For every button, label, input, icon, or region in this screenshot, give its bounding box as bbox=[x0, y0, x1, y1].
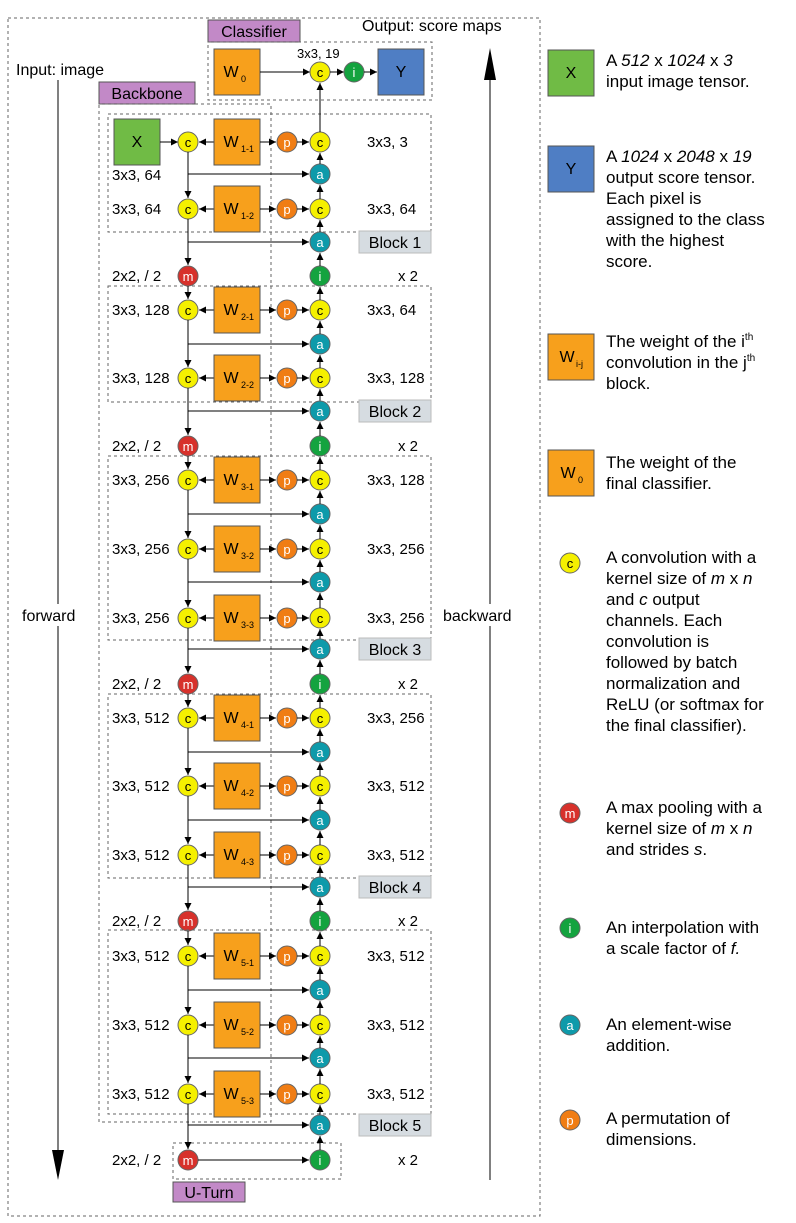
legend-a-line2: addition. bbox=[606, 1036, 671, 1055]
b3-add-block-letter: a bbox=[316, 642, 324, 657]
forward-arrow-head bbox=[52, 1150, 64, 1180]
block5-label: Block 5 bbox=[368, 1118, 422, 1135]
b2c2-rconv bbox=[310, 368, 330, 388]
input-label: Input: image bbox=[16, 62, 105, 79]
b5c3-perm bbox=[277, 1084, 297, 1104]
legend-c-line2: kernel size of m x n bbox=[606, 569, 753, 588]
b3c3-rconv-letter: c bbox=[316, 611, 324, 626]
b5c1-weight bbox=[214, 933, 260, 979]
b1c1-conv-letter: c bbox=[184, 135, 192, 150]
legend bbox=[548, 50, 765, 1149]
b4-add-block bbox=[310, 877, 330, 897]
b3c3-rconv bbox=[310, 608, 330, 628]
legend-conv-icon bbox=[560, 553, 580, 573]
b1c1-conv bbox=[178, 132, 198, 152]
b5-interp bbox=[310, 911, 330, 931]
legend-interp-icon-letter: i bbox=[568, 921, 572, 936]
b2c2-weight-main: W bbox=[223, 370, 239, 387]
b4c2-right-label: 3x3, 512 bbox=[367, 778, 425, 795]
b4c2-rconv bbox=[310, 776, 330, 796]
b3c3-weight-main: W bbox=[223, 610, 239, 627]
b4c1-weight-sub: 4-1 bbox=[241, 720, 255, 730]
b1c2-perm bbox=[277, 199, 297, 219]
b3c3-left-label: 3x3, 256 bbox=[112, 610, 170, 627]
b5-add2-letter: a bbox=[316, 1051, 324, 1066]
b1-add1 bbox=[310, 164, 330, 184]
uturn-pool-label: 2x2, / 2 bbox=[112, 1152, 162, 1169]
b3c3-perm bbox=[277, 608, 297, 628]
b2c1-weight bbox=[214, 287, 260, 333]
legend-i-line1: An interpolation with bbox=[606, 918, 760, 937]
b5c1-right-label: 3x3, 512 bbox=[367, 948, 425, 965]
b5c1-rconv-letter: c bbox=[316, 949, 324, 964]
b2-add-block bbox=[310, 401, 330, 421]
b3c1-left-label: 3x3, 256 bbox=[112, 472, 170, 489]
forward-label: forward bbox=[22, 608, 76, 625]
b2-add1-letter: a bbox=[316, 337, 324, 352]
b5c3-weight-sub: 5-3 bbox=[241, 1096, 255, 1106]
b2c1-left-label: 3x3, 128 bbox=[112, 302, 170, 319]
legend-c-line3: and c output bbox=[606, 590, 700, 609]
b5c3-weight-main: W bbox=[223, 1086, 239, 1103]
legend-c-line6: followed by batch bbox=[606, 653, 738, 672]
b3c1-weight bbox=[214, 457, 260, 503]
b3-interp-label: x 2 bbox=[398, 438, 419, 455]
b5-interp-label: x 2 bbox=[398, 913, 419, 930]
b2c2-perm bbox=[277, 368, 297, 388]
b1c1-weight-sub: 1-1 bbox=[241, 144, 255, 154]
b2c2-weight-sub: 2-2 bbox=[241, 380, 255, 390]
legend-wij-line2: convolution in the $j^{th}$ bbox=[606, 353, 756, 372]
legend-w0-line2: final classifier. bbox=[606, 474, 712, 493]
uturn-label: U-Turn bbox=[184, 1185, 234, 1202]
b1c1-right-label: 3x3, 3 bbox=[367, 134, 408, 151]
b2c1-weight-sub: 2-1 bbox=[241, 312, 255, 322]
b3-add2 bbox=[310, 572, 330, 592]
b2c1-weight-main: W bbox=[223, 302, 239, 319]
b4c3-rconv bbox=[310, 845, 330, 865]
b4c3-perm bbox=[277, 845, 297, 865]
b4c1-weight-main: W bbox=[223, 710, 239, 727]
b3c2-rconv bbox=[310, 539, 330, 559]
uturn-interp bbox=[310, 1150, 330, 1170]
b4-add-block-letter: a bbox=[316, 880, 324, 895]
b3-interp bbox=[310, 436, 330, 456]
uturn-pool bbox=[178, 1150, 198, 1170]
b3c3-weight bbox=[214, 595, 260, 641]
b3c1-conv-letter: c bbox=[184, 473, 192, 488]
b3-add1 bbox=[310, 504, 330, 524]
b3-add2-letter: a bbox=[316, 575, 324, 590]
uturn-pool-letter: m bbox=[182, 1153, 194, 1168]
legend-y-line5: with the highest bbox=[606, 231, 725, 250]
legend-circles bbox=[560, 553, 580, 1130]
legend-y-line4: assigned to the class bbox=[606, 210, 765, 229]
b4c2-weight bbox=[214, 763, 260, 809]
b3c3-conv bbox=[178, 608, 198, 628]
b5c1-rconv bbox=[310, 946, 330, 966]
b5c3-rconv bbox=[310, 1084, 330, 1104]
b2c2-weight bbox=[214, 355, 260, 401]
b4-add1 bbox=[310, 742, 330, 762]
b1c2-right-label: 3x3, 64 bbox=[367, 201, 417, 218]
legend-w0-sub: 0 bbox=[578, 475, 584, 485]
b4c3-perm-letter: p bbox=[283, 848, 291, 863]
legend-y-line6: score. bbox=[606, 252, 653, 271]
b2c2-conv-letter: c bbox=[184, 371, 192, 386]
b3c3-conv-letter: c bbox=[184, 611, 192, 626]
legend-wij-main: W bbox=[559, 349, 575, 366]
b4c3-conv bbox=[178, 845, 198, 865]
b1c1-weight-main: W bbox=[223, 134, 239, 151]
backward-arrow-head bbox=[484, 48, 496, 80]
legend-p-line2: dimensions. bbox=[606, 1130, 697, 1149]
b2c1-rconv bbox=[310, 300, 330, 320]
legend-w0-main: W bbox=[560, 465, 576, 482]
legend-c-line7: normalization and bbox=[606, 674, 741, 693]
block1-label: Block 1 bbox=[368, 235, 422, 252]
b3c1-right-label: 3x3, 128 bbox=[367, 472, 425, 489]
classifier-weight-main: W bbox=[223, 64, 239, 81]
b5c1-conv-letter: c bbox=[184, 949, 192, 964]
b4c3-weight-sub: 4-3 bbox=[241, 857, 255, 867]
b3c3-weight-sub: 3-3 bbox=[241, 620, 255, 630]
b4c1-right-label: 3x3, 256 bbox=[367, 710, 425, 727]
b4c3-weight bbox=[214, 832, 260, 878]
b1-add-block bbox=[310, 232, 330, 252]
b3c2-perm-letter: p bbox=[283, 542, 291, 557]
b2c1-conv bbox=[178, 300, 198, 320]
b5-pool bbox=[178, 911, 198, 931]
b3-add-block bbox=[310, 639, 330, 659]
b4c1-left-label: 3x3, 512 bbox=[112, 710, 170, 727]
legend-m-line2: kernel size of m x n bbox=[606, 819, 753, 838]
b4c1-conv bbox=[178, 708, 198, 728]
legend-c-line1: A convolution with a bbox=[606, 548, 757, 567]
b4c1-rconv-letter: c bbox=[316, 711, 324, 726]
b1c1-rconv bbox=[310, 132, 330, 152]
legend-perm-icon-letter: p bbox=[566, 1113, 574, 1128]
b3c1-rconv bbox=[310, 470, 330, 490]
b2c2-conv bbox=[178, 368, 198, 388]
b4c1-conv-letter: c bbox=[184, 711, 192, 726]
b5c1-weight-main: W bbox=[223, 948, 239, 965]
backbone-label: Backbone bbox=[111, 86, 183, 103]
legend-p-line1: A permutation of bbox=[606, 1109, 730, 1128]
b2c2-left-label: 3x3, 128 bbox=[112, 370, 170, 387]
b4-pool-label: 2x2, / 2 bbox=[112, 676, 162, 693]
legend-wij-sub: i-j bbox=[576, 359, 583, 369]
b4-pool-letter: m bbox=[182, 677, 194, 692]
legend-c-line5: convolution is bbox=[606, 632, 710, 651]
classifier-conv bbox=[310, 62, 330, 82]
flow-layer bbox=[108, 46, 431, 1170]
b3-interp-letter: i bbox=[318, 439, 322, 454]
b3c1-conv bbox=[178, 470, 198, 490]
b2c1-right-label: 3x3, 64 bbox=[367, 302, 417, 319]
b1c1-perm bbox=[277, 132, 297, 152]
b2-interp bbox=[310, 266, 330, 286]
classifier-conv-letter: c bbox=[316, 65, 324, 80]
legend-wij-line3: block. bbox=[606, 374, 651, 393]
b4c2-conv bbox=[178, 776, 198, 796]
b5c1-perm-letter: p bbox=[283, 949, 291, 964]
b5c2-weight-main: W bbox=[223, 1017, 239, 1034]
b4c2-perm-letter: p bbox=[283, 779, 291, 794]
b5c2-rconv bbox=[310, 1015, 330, 1035]
b3c2-weight-sub: 3-2 bbox=[241, 551, 255, 561]
b2-pool bbox=[178, 266, 198, 286]
b2c2-perm-letter: p bbox=[283, 371, 291, 386]
b1-add-block-letter: a bbox=[316, 235, 324, 250]
b3c2-right-label: 3x3, 256 bbox=[367, 541, 425, 558]
b4c1-perm bbox=[277, 708, 297, 728]
b5c2-conv bbox=[178, 1015, 198, 1035]
block2-label: Block 2 bbox=[368, 404, 422, 421]
b5c2-left-label: 3x3, 512 bbox=[112, 1017, 170, 1034]
b4-interp-letter: i bbox=[318, 677, 322, 692]
classifier-conv-label: 3x3, 19 bbox=[297, 46, 340, 61]
classifier-interp-letter: i bbox=[352, 65, 356, 80]
b1c1-rconv-letter: c bbox=[316, 135, 324, 150]
b1-add1-letter: a bbox=[316, 167, 324, 182]
block3-label: Block 3 bbox=[368, 642, 422, 659]
b3-pool-label: 2x2, / 2 bbox=[112, 438, 162, 455]
classifier-label: Classifier bbox=[221, 24, 287, 41]
b3c1-perm bbox=[277, 470, 297, 490]
classifier-weight bbox=[214, 49, 260, 95]
b3c1-perm-letter: p bbox=[283, 473, 291, 488]
uturn-interp-label: x 2 bbox=[398, 1152, 419, 1169]
b4-add1-letter: a bbox=[316, 745, 324, 760]
b1c2-rconv-letter: c bbox=[316, 202, 324, 217]
b3c2-weight-main: W bbox=[223, 541, 239, 558]
b4c3-right-label: 3x3, 512 bbox=[367, 847, 425, 864]
b2c2-rconv-letter: c bbox=[316, 371, 324, 386]
b3c2-weight bbox=[214, 526, 260, 572]
b1c2-weight-sub: 1-2 bbox=[241, 211, 255, 221]
b5-add-block bbox=[310, 1115, 330, 1135]
classifier-interp bbox=[344, 62, 364, 82]
legend-a-line1: An element-wise bbox=[606, 1015, 732, 1034]
b2-pool-label: 2x2, / 2 bbox=[112, 268, 162, 285]
b1c2-rconv bbox=[310, 199, 330, 219]
b5c2-weight bbox=[214, 1002, 260, 1048]
legend-y-box-text: Y bbox=[565, 161, 577, 178]
b3c2-left-label: 3x3, 256 bbox=[112, 541, 170, 558]
b5c2-rconv-letter: c bbox=[316, 1018, 324, 1033]
b4c2-left-label: 3x3, 512 bbox=[112, 778, 170, 795]
b5c2-perm-letter: p bbox=[283, 1018, 291, 1033]
b5c2-perm bbox=[277, 1015, 297, 1035]
legend-conv-icon-letter: c bbox=[566, 556, 574, 571]
b4c1-weight bbox=[214, 695, 260, 741]
b3c3-right-label: 3x3, 256 bbox=[367, 610, 425, 627]
b1c2-weight bbox=[214, 186, 260, 232]
legend-perm-icon bbox=[560, 1110, 580, 1130]
b3c1-weight-main: W bbox=[223, 472, 239, 489]
b5c3-perm-letter: p bbox=[283, 1087, 291, 1102]
b4c2-conv-letter: c bbox=[184, 779, 192, 794]
legend-y-line1: A 1024 x 2048 x 19 bbox=[606, 147, 752, 166]
b3c2-rconv-letter: c bbox=[316, 542, 324, 557]
legend-m-line3: and strides s. bbox=[606, 840, 708, 859]
b1c1-left-label-text: 3x3, 64 bbox=[112, 167, 162, 184]
legend-x-line2: input image tensor. bbox=[606, 72, 750, 91]
legend-interp-icon bbox=[560, 918, 580, 938]
b2-add1 bbox=[310, 334, 330, 354]
b5c2-right-label: 3x3, 512 bbox=[367, 1017, 425, 1034]
b5-add-block-letter: a bbox=[316, 1118, 324, 1133]
legend-x-box-text: X bbox=[565, 65, 577, 82]
b4-interp bbox=[310, 674, 330, 694]
legend-m-line1: A max pooling with a bbox=[606, 798, 762, 817]
b4-add2 bbox=[310, 810, 330, 830]
uturn-interp-letter: i bbox=[318, 1153, 322, 1168]
b4-interp-label: x 2 bbox=[398, 676, 419, 693]
b2-interp-label: x 2 bbox=[398, 268, 419, 285]
legend-add-icon bbox=[560, 1015, 580, 1035]
block4-label: Block 4 bbox=[368, 880, 422, 897]
b4c3-left-label: 3x3, 512 bbox=[112, 847, 170, 864]
input-x-text: X bbox=[131, 134, 143, 151]
classifier-weight-sub: 0 bbox=[241, 74, 247, 84]
b1c1-perm-letter: p bbox=[283, 135, 291, 150]
output-label: Output: score maps bbox=[362, 18, 502, 35]
b3c2-conv bbox=[178, 539, 198, 559]
b2c1-perm-letter: p bbox=[283, 303, 291, 318]
b4c1-rconv bbox=[310, 708, 330, 728]
b2c1-perm bbox=[277, 300, 297, 320]
b5-pool-letter: m bbox=[182, 914, 194, 929]
legend-wij-line1: The weight of the $i^{th}$ bbox=[606, 332, 754, 351]
legend-y-line2: output score tensor. bbox=[606, 168, 756, 187]
b2c1-conv-letter: c bbox=[184, 303, 192, 318]
b5c2-conv-letter: c bbox=[184, 1018, 192, 1033]
b5c1-weight-sub: 5-1 bbox=[241, 958, 255, 968]
b4c2-perm bbox=[277, 776, 297, 796]
b4c3-rconv-letter: c bbox=[316, 848, 324, 863]
b1c2-weight-main: W bbox=[223, 201, 239, 218]
legend-pool-icon bbox=[560, 803, 580, 823]
b2-pool-letter: m bbox=[182, 269, 194, 284]
b3c1-weight-sub: 3-1 bbox=[241, 482, 255, 492]
b5c1-perm bbox=[277, 946, 297, 966]
b5c1-conv bbox=[178, 946, 198, 966]
b5c1-left-label: 3x3, 512 bbox=[112, 948, 170, 965]
b5c2-weight-sub: 5-2 bbox=[241, 1027, 255, 1037]
backward-label: backward bbox=[443, 608, 512, 625]
legend-pool-icon-letter: m bbox=[564, 806, 576, 821]
b1c2-conv-letter: c bbox=[184, 202, 192, 217]
output-y-text: Y bbox=[395, 64, 407, 81]
b5c3-conv bbox=[178, 1084, 198, 1104]
b3c2-conv-letter: c bbox=[184, 542, 192, 557]
legend-x-line1: A 512 x 1024 x 3 bbox=[606, 51, 733, 70]
b5c3-left-label: 3x3, 512 bbox=[112, 1086, 170, 1103]
b5c3-right-label: 3x3, 512 bbox=[367, 1086, 425, 1103]
b4c2-weight-sub: 4-2 bbox=[241, 788, 255, 798]
b1c2-conv bbox=[178, 199, 198, 219]
b4-add2-letter: a bbox=[316, 813, 324, 828]
b4c3-weight-main: W bbox=[223, 847, 239, 864]
b5-add2 bbox=[310, 1048, 330, 1068]
b3-pool-letter: m bbox=[182, 439, 194, 454]
legend-c-line8: ReLU (or softmax for bbox=[606, 695, 764, 714]
b3c3-perm-letter: p bbox=[283, 611, 291, 626]
legend-y-line3: Each pixel is bbox=[606, 189, 702, 208]
legend-i-line2: a scale factor of f. bbox=[606, 939, 741, 958]
b2-interp-letter: i bbox=[318, 269, 322, 284]
b5-add1 bbox=[310, 980, 330, 1000]
b3c2-perm bbox=[277, 539, 297, 559]
b3c1-rconv-letter: c bbox=[316, 473, 324, 488]
b1c1-weight bbox=[214, 119, 260, 165]
b4c2-weight-main: W bbox=[223, 778, 239, 795]
b5c3-weight bbox=[214, 1071, 260, 1117]
b2c2-right-label: 3x3, 128 bbox=[367, 370, 425, 387]
legend-c-line4: channels. Each bbox=[606, 611, 723, 630]
b2c1-rconv-letter: c bbox=[316, 303, 324, 318]
b4c2-rconv-letter: c bbox=[316, 779, 324, 794]
b1c2-perm-letter: p bbox=[283, 202, 291, 217]
b5-add1-letter: a bbox=[316, 983, 324, 998]
b3-pool bbox=[178, 436, 198, 456]
b5-interp-letter: i bbox=[318, 914, 322, 929]
b2-add-block-letter: a bbox=[316, 404, 324, 419]
legend-add-icon-letter: a bbox=[566, 1018, 574, 1033]
legend-c-line9: the final classifier). bbox=[606, 716, 747, 735]
b4-pool bbox=[178, 674, 198, 694]
b5-pool-label: 2x2, / 2 bbox=[112, 913, 162, 930]
b1c2-left-label: 3x3, 64 bbox=[112, 201, 162, 218]
b5c3-rconv-letter: c bbox=[316, 1087, 324, 1102]
b4c1-perm-letter: p bbox=[283, 711, 291, 726]
b4c3-conv-letter: c bbox=[184, 848, 192, 863]
b3-add1-letter: a bbox=[316, 507, 324, 522]
legend-w0-line1: The weight of the bbox=[606, 453, 737, 472]
b5c3-conv-letter: c bbox=[184, 1087, 192, 1102]
